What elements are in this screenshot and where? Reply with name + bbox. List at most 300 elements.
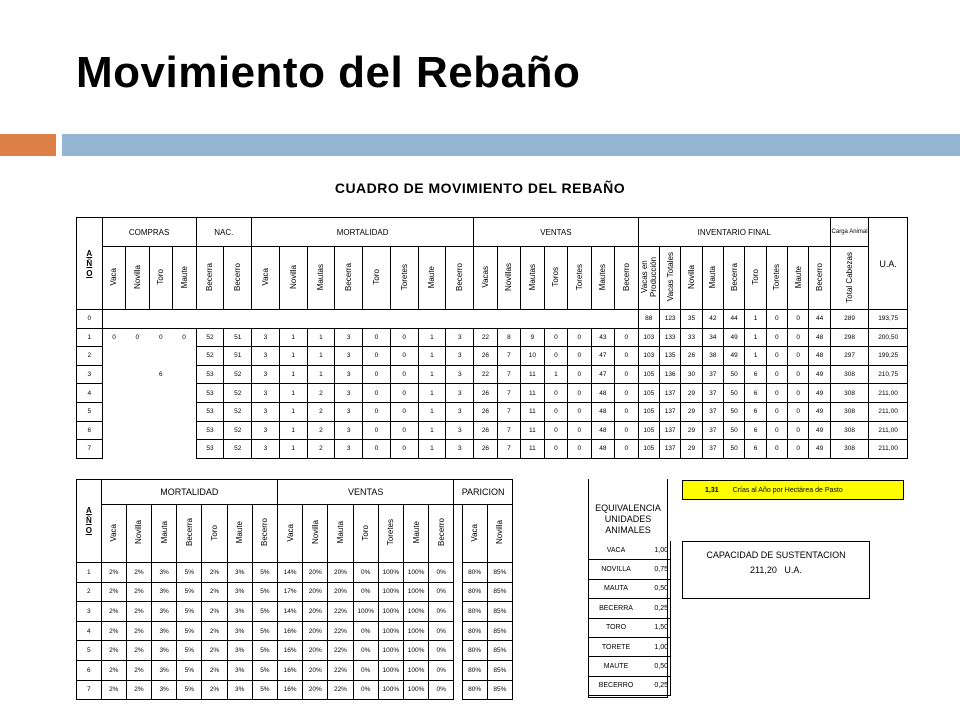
ventas-pct-cell: 0% bbox=[429, 582, 454, 602]
mortalidad-cell: 3 bbox=[446, 384, 474, 403]
ano-cell: 7 bbox=[77, 440, 103, 459]
gap-cell bbox=[454, 680, 462, 700]
ano-header-2: A Ñ O bbox=[77, 480, 102, 563]
mortalidad-pct-cell: 5% bbox=[177, 563, 202, 583]
t2-mortalidad-col-3-label: Becerra bbox=[184, 518, 194, 547]
inventario-cell: 44 bbox=[809, 310, 830, 329]
ventas-pct-cell: 0% bbox=[429, 680, 454, 700]
table-row bbox=[77, 621, 544, 641]
compras-cell: 0 bbox=[102, 328, 125, 347]
inventario-cell: 105 bbox=[638, 384, 659, 403]
mortalidad-pct-cell: 3% bbox=[227, 582, 252, 602]
ventas-pct-cell: 17% bbox=[278, 582, 303, 602]
compras-cell bbox=[126, 402, 149, 421]
mortalidad-pct-cell: 3% bbox=[227, 621, 252, 641]
t1-ventas-col-1-label: Novillas bbox=[504, 262, 514, 291]
inventario-cell: 136 bbox=[659, 365, 680, 384]
mortalidad-cell: 0 bbox=[363, 421, 391, 440]
cuadro-title: CUADRO DE MOVIMIENTO DEL REBAÑO bbox=[334, 180, 626, 196]
inventario-cell: 0 bbox=[766, 347, 787, 366]
table-row bbox=[77, 347, 908, 366]
mortalidad-pct-cell: 2% bbox=[202, 660, 227, 680]
ventas-pct-cell: 0% bbox=[429, 563, 454, 583]
ventas-cell: 7 bbox=[497, 365, 520, 384]
compras-cell bbox=[149, 421, 172, 440]
t2-mortalidad-col-6 bbox=[252, 505, 277, 563]
compras-cell bbox=[173, 347, 197, 366]
mortalidad-cell: 1 bbox=[418, 384, 446, 403]
paricion-pct-cell: 85% bbox=[487, 563, 512, 583]
compras-cell bbox=[126, 347, 149, 366]
gap-cell bbox=[454, 641, 462, 661]
mortalidad-pct-cell: 3% bbox=[152, 621, 177, 641]
compras-cell: 0 bbox=[173, 328, 197, 347]
capacidad-value-line bbox=[683, 565, 869, 575]
t1-inventario-col-6-label: Toretes bbox=[772, 263, 782, 291]
ano-cell: 3 bbox=[77, 602, 102, 622]
inventario-cell: 50 bbox=[724, 402, 745, 421]
ventas-pct-cell: 100% bbox=[403, 641, 428, 661]
equivalencia-valor: 1,00 bbox=[644, 637, 671, 656]
ventas-cell: 26 bbox=[474, 421, 497, 440]
t2-mortalidad-col-2 bbox=[152, 505, 177, 563]
inventario-cell: 37 bbox=[702, 421, 723, 440]
equivalencia-valor: 0,75 bbox=[644, 560, 671, 579]
mortalidad-pct-cell: 3% bbox=[152, 680, 177, 700]
equivalencia-row bbox=[588, 618, 671, 637]
t1-mortalidad-col-4-label: Toro bbox=[371, 269, 381, 285]
mortalidad-pct-cell: 3% bbox=[152, 660, 177, 680]
mortalidad-cell: 3 bbox=[252, 384, 280, 403]
t1-inventario-col-8-label: Becerro bbox=[815, 262, 825, 291]
mortalidad-pct-cell: 5% bbox=[252, 660, 277, 680]
paricion-pct-cell: 80% bbox=[462, 660, 487, 680]
mortalidad-cell: 3 bbox=[252, 365, 280, 384]
mortalidad-pct-cell: 5% bbox=[252, 602, 277, 622]
mortalidad-cell: 3 bbox=[335, 384, 363, 403]
carga-animal-header: Carga Animal bbox=[830, 218, 868, 247]
table-row bbox=[77, 328, 908, 347]
compras-cell bbox=[149, 440, 172, 459]
mortalidad-cell: 0 bbox=[390, 421, 418, 440]
t1-inventario-col-7-label: Maute bbox=[793, 265, 803, 289]
paricion-pct-cell: 85% bbox=[487, 641, 512, 661]
equivalencia-valor: 0,25 bbox=[644, 676, 671, 695]
equivalencia-valor: 0,25 bbox=[644, 599, 671, 618]
mortalidad-cell: 1 bbox=[279, 347, 307, 366]
mortalidad-cell: 3 bbox=[335, 347, 363, 366]
ventas-cell: 47 bbox=[591, 347, 614, 366]
ventas-cell: 7 bbox=[497, 440, 520, 459]
mortalidad-cell: 2 bbox=[307, 421, 335, 440]
mortalidad-cell: 3 bbox=[446, 402, 474, 421]
t1-inventario-col-1-label: Vacas Totales bbox=[665, 252, 675, 302]
paricion-pct-cell: 85% bbox=[487, 660, 512, 680]
spacer-cell bbox=[512, 582, 543, 602]
ventas-cell: 0 bbox=[615, 365, 639, 384]
ua-cell: 210,75 bbox=[869, 365, 908, 384]
equivalencia-valor: 1,00 bbox=[644, 541, 671, 560]
ventas-cell: 0 bbox=[568, 347, 591, 366]
inventario-cell: 1 bbox=[745, 328, 766, 347]
mortalidad-pct-cell: 2% bbox=[202, 641, 227, 661]
equivalencia-animal: BECERRO bbox=[588, 676, 644, 695]
t1-compras-col-1-label: Novilla bbox=[132, 264, 142, 289]
ventas-cell: 0 bbox=[615, 347, 639, 366]
inventario-cell: 49 bbox=[724, 328, 745, 347]
t1-inventario-col-3 bbox=[702, 247, 723, 310]
equivalencia-animal: NOVILLA bbox=[588, 560, 644, 579]
ano-cell: 4 bbox=[77, 384, 103, 403]
ventas-pct-cell: 100% bbox=[378, 621, 403, 641]
inventario-cell: 105 bbox=[638, 421, 659, 440]
inventario-cell: 0 bbox=[766, 384, 787, 403]
t1-compras-col-0 bbox=[102, 247, 125, 310]
equivalencia-animal: TORETE bbox=[588, 637, 644, 656]
mortalidad-cell: 2 bbox=[307, 384, 335, 403]
t2-ventas-col-4-label: Toretes bbox=[386, 519, 396, 546]
t2-mortalidad-col-2-label: Mauta bbox=[159, 521, 169, 544]
mortalidad-pct-cell: 2% bbox=[126, 621, 151, 641]
t1-mortalidad-col-0-label: Vaca bbox=[260, 268, 270, 286]
nac-cell: 52 bbox=[224, 402, 252, 421]
mortalidad-pct-cell: 2% bbox=[101, 621, 126, 641]
ventas-pct-cell: 100% bbox=[353, 602, 378, 622]
mortalidad-cell: 3 bbox=[446, 440, 474, 459]
mortalidad-cell: 1 bbox=[418, 421, 446, 440]
inventario-cell: 37 bbox=[702, 402, 723, 421]
inventario-cell: 49 bbox=[809, 421, 830, 440]
ano-cell: 5 bbox=[77, 641, 102, 661]
mortalidad-pct-cell: 5% bbox=[177, 660, 202, 680]
mortalidad-pct-cell: 2% bbox=[101, 602, 126, 622]
mortalidad-pct-cell: 2% bbox=[126, 602, 151, 622]
table-row bbox=[77, 402, 908, 421]
mortalidad-cell: 3 bbox=[252, 421, 280, 440]
t1-mortalidad-col-2-label: Mautas bbox=[316, 263, 326, 291]
inventario-cell: 0 bbox=[766, 402, 787, 421]
inventario-cell: 49 bbox=[809, 365, 830, 384]
ventas-cell: 0 bbox=[544, 347, 567, 366]
inventario-cell: 37 bbox=[702, 440, 723, 459]
gap-cell bbox=[454, 660, 462, 680]
paricion-pct-cell: 80% bbox=[462, 563, 487, 583]
mortalidad-pct-cell: 3% bbox=[227, 680, 252, 700]
gap-cell bbox=[454, 602, 462, 622]
spacer-cell bbox=[512, 641, 543, 661]
ventas-cell: 11 bbox=[521, 365, 544, 384]
t2-ventas-col-1-label: Novilla bbox=[310, 520, 320, 545]
ventas-pct-cell: 100% bbox=[403, 602, 428, 622]
gap-cell bbox=[454, 582, 462, 602]
nac-cell: 51 bbox=[224, 328, 252, 347]
inventario-cell: 105 bbox=[638, 402, 659, 421]
t2-mortalidad-col-5 bbox=[227, 505, 252, 563]
compras-cell bbox=[102, 402, 125, 421]
t1-inventario-col-5-label: Toro bbox=[751, 269, 761, 285]
mortalidad-pct-cell: 2% bbox=[202, 621, 227, 641]
equivalencia-animal: TORO bbox=[588, 618, 644, 637]
table-row bbox=[77, 310, 908, 329]
ventas-cell: 0 bbox=[615, 421, 639, 440]
mortalidad-cell: 3 bbox=[252, 347, 280, 366]
t1-compras-col-1 bbox=[126, 247, 149, 310]
mortalidad-pct-cell: 3% bbox=[227, 641, 252, 661]
ventas-pct-cell: 14% bbox=[278, 602, 303, 622]
inventario-cell: 0 bbox=[788, 347, 809, 366]
ventas-pct-cell: 100% bbox=[403, 563, 428, 583]
capacidad-unit: U.A. bbox=[784, 565, 802, 575]
inventario-cell: 137 bbox=[659, 384, 680, 403]
total-cabezas-cell: 308 bbox=[830, 402, 868, 421]
ventas-pct-cell: 100% bbox=[378, 680, 403, 700]
ventas-pct-cell: 100% bbox=[378, 563, 403, 583]
t1-ventas-col-2 bbox=[521, 247, 544, 310]
table-row bbox=[77, 602, 544, 622]
ventas-pct-cell: 20% bbox=[303, 641, 328, 661]
inventario-cell: 0 bbox=[766, 365, 787, 384]
t1-mortalidad-col-5-label: Toretes bbox=[399, 263, 409, 291]
t1-inventario-col-7 bbox=[788, 247, 809, 310]
t1-ventas-col-3-label: Toros bbox=[551, 267, 561, 287]
spacer-cell bbox=[512, 621, 543, 641]
ventas-cell: 0 bbox=[544, 421, 567, 440]
mortalidad-cell: 1 bbox=[279, 328, 307, 347]
inventario-cell: 48 bbox=[809, 347, 830, 366]
ventas-pct-cell: 22% bbox=[328, 641, 353, 661]
ventas-cell: 7 bbox=[497, 402, 520, 421]
ventas-cell: 26 bbox=[474, 347, 497, 366]
spacer bbox=[512, 480, 543, 505]
t1-ventas-col-2-label: Mautas bbox=[527, 263, 537, 291]
ventas-pct-cell: 16% bbox=[278, 680, 303, 700]
ua-header: U.A. bbox=[869, 218, 908, 310]
mortalidad-pct-cell: 5% bbox=[252, 641, 277, 661]
ventas-pct-cell: 100% bbox=[403, 621, 428, 641]
empty-cell bbox=[102, 310, 638, 329]
compras-cell bbox=[126, 384, 149, 403]
inventario-cell: 0 bbox=[788, 328, 809, 347]
ventas-pct-cell: 20% bbox=[303, 563, 328, 583]
ventas-pct-cell: 20% bbox=[303, 621, 328, 641]
ventas-pct-cell: 0% bbox=[429, 660, 454, 680]
total-cabezas-cell: 289 bbox=[830, 310, 868, 329]
inventario-cell: 0 bbox=[766, 310, 787, 329]
inventario-cell: 6 bbox=[745, 440, 766, 459]
nac-cell: 52 bbox=[224, 440, 252, 459]
inventario-cell: 137 bbox=[659, 402, 680, 421]
inventario-cell: 133 bbox=[659, 328, 680, 347]
inventario-cell: 34 bbox=[702, 328, 723, 347]
mortalidad-cell: 3 bbox=[446, 421, 474, 440]
ventas-cell: 0 bbox=[615, 402, 639, 421]
inventario-cell: 135 bbox=[659, 347, 680, 366]
t1-mortalidad-col-1-label: Novilla bbox=[288, 264, 298, 289]
mortalidad-pct-cell: 3% bbox=[152, 582, 177, 602]
mortalidad-cell: 3 bbox=[252, 328, 280, 347]
paricion-pct-cell: 80% bbox=[462, 621, 487, 641]
mortalidad-cell: 0 bbox=[363, 384, 391, 403]
mortalidad-cell: 0 bbox=[363, 365, 391, 384]
spacer-cell bbox=[512, 602, 543, 622]
paricion-pct-cell: 85% bbox=[487, 602, 512, 622]
t2-mortalidad-col-4-label: Toro bbox=[210, 524, 220, 541]
mortalidad-pct-cell: 2% bbox=[126, 680, 151, 700]
t1-inventario-col-2-label: Novilla bbox=[686, 264, 696, 289]
mortalidad-cell: 0 bbox=[390, 347, 418, 366]
t1-ventas-col-0 bbox=[474, 247, 497, 310]
nac-cell: 53 bbox=[196, 365, 224, 384]
nac-cell: 52 bbox=[224, 384, 252, 403]
ventas-cell: 48 bbox=[591, 384, 614, 403]
inventario-cell: 49 bbox=[809, 384, 830, 403]
movimiento-table bbox=[76, 217, 908, 459]
ventas-pct-cell: 0% bbox=[429, 621, 454, 641]
mortalidad-cell: 0 bbox=[390, 440, 418, 459]
ventas-pct-cell: 100% bbox=[378, 582, 403, 602]
spacer-cell bbox=[512, 563, 543, 583]
t2-mortalidad-col-4 bbox=[202, 505, 227, 563]
inventario-cell: 30 bbox=[681, 365, 702, 384]
inventario-cell: 50 bbox=[724, 365, 745, 384]
ventas-cell: 48 bbox=[591, 440, 614, 459]
inventario-cell: 88 bbox=[638, 310, 659, 329]
compras-cell bbox=[173, 440, 197, 459]
mortalidad-pct-cell: 5% bbox=[252, 621, 277, 641]
total-cabezas-cell: 308 bbox=[830, 421, 868, 440]
inventario-cell: 44 bbox=[724, 310, 745, 329]
mortalidad-cell: 1 bbox=[418, 402, 446, 421]
mortalidad-cell: 3 bbox=[335, 440, 363, 459]
total-cabezas-cell: 297 bbox=[830, 347, 868, 366]
ventas-pct-cell: 0% bbox=[429, 641, 454, 661]
t1-inventario-col-1 bbox=[659, 247, 680, 310]
ua-cell: 199,25 bbox=[869, 347, 908, 366]
equivalencia-valor: 1,50 bbox=[644, 618, 671, 637]
t2-ventas-col-5 bbox=[403, 505, 428, 563]
accent-bar-blue bbox=[62, 134, 960, 156]
equivalencia-row bbox=[588, 579, 671, 598]
equivalencia-row bbox=[588, 657, 671, 676]
ventas-cell: 0 bbox=[568, 328, 591, 347]
ventas-pct-cell: 0% bbox=[353, 680, 378, 700]
equivalencia-header: EQUIVALENCIA UNIDADES ANIMALES bbox=[595, 503, 661, 535]
t1-mortalidad-col-2 bbox=[307, 247, 335, 310]
mortalidad-cell: 3 bbox=[335, 402, 363, 421]
mortalidad-pct-cell: 5% bbox=[252, 680, 277, 700]
mortalidad-pct-cell: 2% bbox=[101, 660, 126, 680]
t1-mortalidad-col-1 bbox=[279, 247, 307, 310]
ventas-pct-cell: 0% bbox=[429, 602, 454, 622]
inventario-cell: 6 bbox=[745, 421, 766, 440]
inventario-cell: 137 bbox=[659, 440, 680, 459]
crias-note bbox=[682, 480, 904, 500]
t1-mortalidad-col-5 bbox=[390, 247, 418, 310]
t2-ventas-col-0 bbox=[278, 505, 303, 563]
mortalidad-pct-cell: 5% bbox=[177, 641, 202, 661]
ventas-pct-cell: 20% bbox=[328, 582, 353, 602]
compras-cell bbox=[173, 365, 197, 384]
ventas-pct-cell: 20% bbox=[303, 582, 328, 602]
ventas-pct-cell: 22% bbox=[328, 660, 353, 680]
mortalidad-pct-cell: 2% bbox=[126, 582, 151, 602]
mortalidad-cell: 3 bbox=[335, 328, 363, 347]
inventario-cell: 0 bbox=[788, 421, 809, 440]
ano-cell: 0 bbox=[77, 310, 103, 329]
t2-mortalidad-col-1-label: Novilla bbox=[134, 520, 144, 545]
inventario-cell: 49 bbox=[724, 347, 745, 366]
inventario-cell: 29 bbox=[681, 384, 702, 403]
t1-mortalidad-col-7-label: Becerro bbox=[455, 262, 465, 291]
mortalidad-cell: 1 bbox=[418, 347, 446, 366]
t1-ventas-col-4-label: Toretes bbox=[574, 263, 584, 291]
t1-inventario-col-8 bbox=[809, 247, 830, 310]
compras-cell bbox=[102, 440, 125, 459]
ventas-pct-cell: 16% bbox=[278, 660, 303, 680]
inventario-cell: 0 bbox=[766, 328, 787, 347]
t1-mortalidad-col-0 bbox=[252, 247, 280, 310]
mortalidad-header: MORTALIDAD bbox=[252, 218, 474, 247]
mortalidad-cell: 0 bbox=[363, 347, 391, 366]
mortalidad-cell: 1 bbox=[418, 365, 446, 384]
ano-cell: 3 bbox=[77, 365, 103, 384]
mortalidad-cell: 0 bbox=[390, 328, 418, 347]
t1-mortalidad-col-7 bbox=[446, 247, 474, 310]
table-row bbox=[77, 384, 908, 403]
inventario-cell: 38 bbox=[702, 347, 723, 366]
inventario-cell: 1 bbox=[745, 347, 766, 366]
t1-mortalidad-col-6-label: Maute bbox=[427, 265, 437, 289]
table-row bbox=[77, 660, 544, 680]
ua-cell: 211,00 bbox=[869, 384, 908, 403]
inventario-cell: 103 bbox=[638, 347, 659, 366]
mortalidad-cell: 1 bbox=[418, 440, 446, 459]
mortalidad-pct-cell: 2% bbox=[202, 602, 227, 622]
compras-cell bbox=[149, 347, 172, 366]
equivalencia-valor: 0,50 bbox=[644, 657, 671, 676]
t1-inventario-col-5 bbox=[745, 247, 766, 310]
t2-mortalidad-col-5-label: Maute bbox=[235, 521, 245, 544]
mortalidad-pct-cell: 2% bbox=[101, 582, 126, 602]
nac-cell: 53 bbox=[196, 402, 224, 421]
mortalidad-cell: 0 bbox=[363, 440, 391, 459]
mortalidad-cell: 2 bbox=[307, 402, 335, 421]
mortalidad-pct-cell: 2% bbox=[126, 660, 151, 680]
t1-compras-col-2 bbox=[149, 247, 172, 310]
inventario-header: INVENTARIO FINAL bbox=[638, 218, 830, 247]
porcentajes-table bbox=[76, 479, 544, 700]
inventario-cell: 6 bbox=[745, 402, 766, 421]
gap-cell bbox=[454, 563, 462, 583]
paricion-pct-cell: 85% bbox=[487, 582, 512, 602]
ventas-header-2: VENTAS bbox=[278, 480, 454, 505]
t1-compras-col-0-label: Vaca bbox=[109, 268, 119, 286]
inventario-cell: 0 bbox=[788, 365, 809, 384]
equivalencia-animal: BECERRA bbox=[588, 599, 644, 618]
paricion-pct-cell: 85% bbox=[487, 680, 512, 700]
capacidad-box bbox=[682, 541, 870, 599]
t2-paricion-col-1 bbox=[487, 505, 512, 563]
crias-text: Crías al Año por Hectárea de Pasto bbox=[732, 486, 843, 494]
inventario-cell: 26 bbox=[681, 347, 702, 366]
mortalidad-pct-cell: 3% bbox=[227, 563, 252, 583]
mortalidad-pct-cell: 2% bbox=[101, 680, 126, 700]
t2-ventas-col-3 bbox=[353, 505, 378, 563]
ventas-cell: 0 bbox=[544, 328, 567, 347]
t2-mortalidad-col-6-label: Becerro bbox=[260, 518, 270, 547]
equivalencia-row bbox=[588, 637, 671, 656]
mortalidad-cell: 1 bbox=[307, 328, 335, 347]
